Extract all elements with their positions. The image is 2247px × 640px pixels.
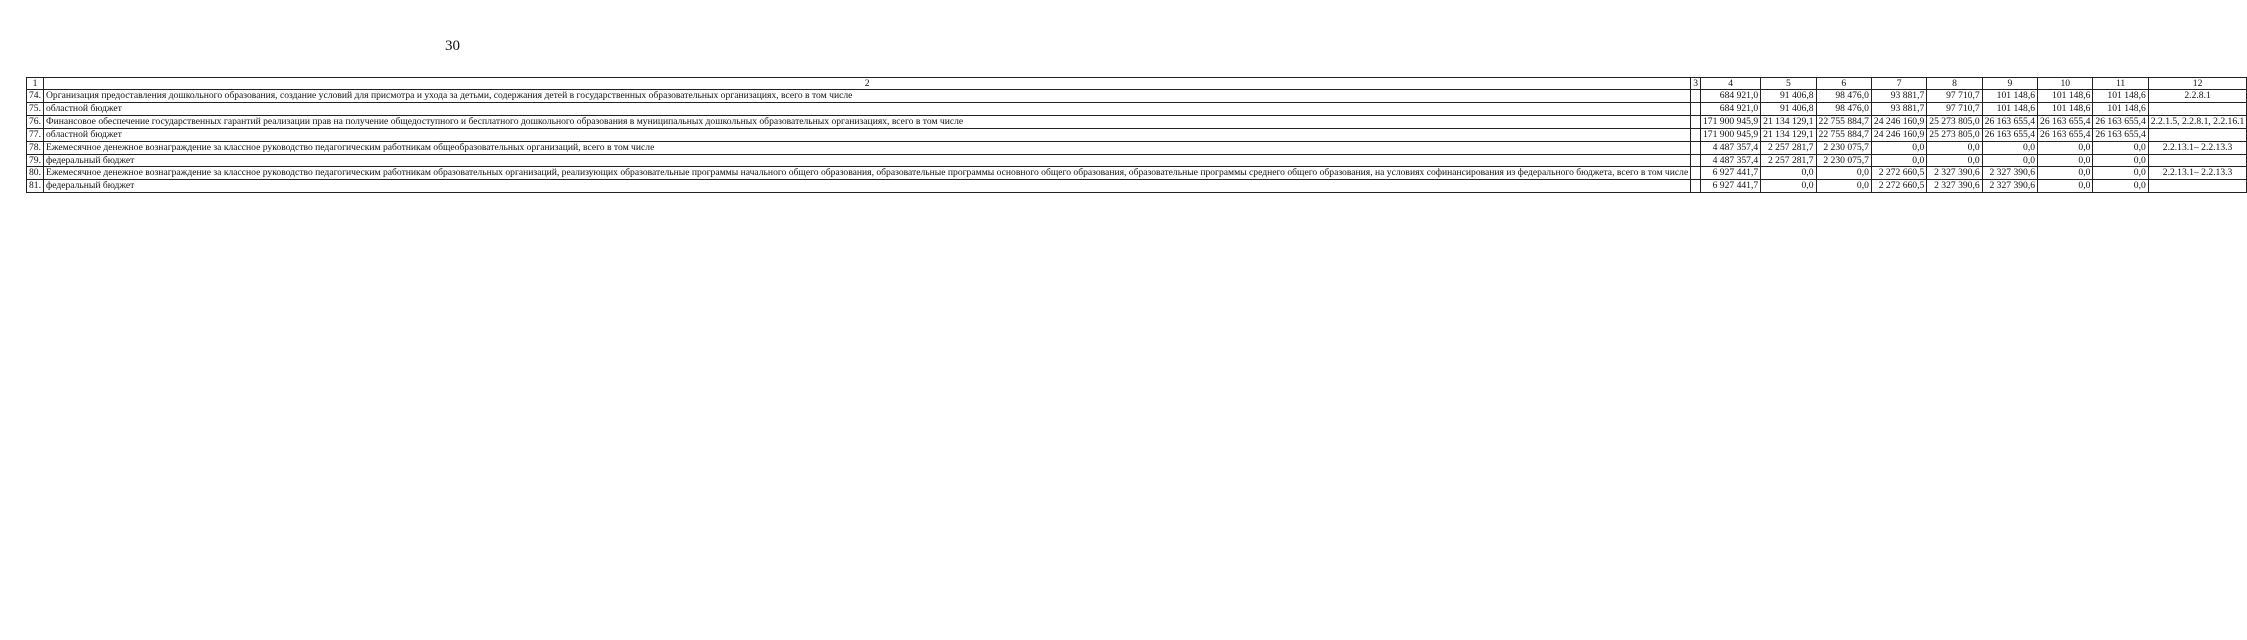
- row-number: 75.: [27, 102, 44, 115]
- value-cell: 101 148,6: [2093, 90, 2148, 103]
- value-cell: 21 134 129,1: [1761, 115, 1816, 128]
- value-cell: 2 272 660,5: [1871, 180, 1926, 193]
- row-number: 78.: [27, 141, 44, 154]
- value-cell: 26 163 655,4: [2093, 128, 2148, 141]
- value-cell: 0,0: [1927, 154, 1982, 167]
- budget-table: [26, 77, 2247, 193]
- column-header: 3: [1691, 78, 1701, 90]
- column-header: 8: [1927, 78, 1982, 90]
- value-cell: 101 148,6: [2038, 102, 2093, 115]
- value-cell: 101 148,6: [1982, 90, 2037, 103]
- value-cell: 2 257 281,7: [1761, 154, 1816, 167]
- value-cell: 93 881,7: [1871, 90, 1926, 103]
- row-reference: 2.2.1.5, 2.2.8.1, 2.2.16.1: [2148, 115, 2247, 128]
- value-cell: 0,0: [1871, 154, 1926, 167]
- column-header: 12: [2148, 78, 2247, 90]
- value-cell: 2 327 390,6: [1982, 167, 2037, 180]
- row-col3: [1691, 90, 1701, 103]
- column-header: 1: [27, 78, 44, 90]
- row-name: областной бюджет: [44, 102, 1691, 115]
- value-cell: 24 246 160,9: [1871, 128, 1926, 141]
- row-name: областной бюджет: [44, 128, 1691, 141]
- value-cell: 171 900 945,9: [1701, 128, 1761, 141]
- value-cell: 4 487 357,4: [1701, 154, 1761, 167]
- value-cell: 2 327 390,6: [1982, 180, 2037, 193]
- row-name: федеральный бюджет: [44, 180, 1691, 193]
- row-name: Организация предоставления дошкольного образования, создание условий для присмотра и ухода за детьми, содержания детей в государственных образовательных организациях, всего в том числе: [44, 90, 1691, 103]
- value-cell: 26 163 655,4: [1982, 128, 2037, 141]
- column-header: 2: [44, 78, 1691, 90]
- column-header: 9: [1982, 78, 2037, 90]
- value-cell: 6 927 441,7: [1701, 167, 1761, 180]
- value-cell: 0,0: [2038, 180, 2093, 193]
- value-cell: 2 230 075,7: [1816, 141, 1871, 154]
- value-cell: 0,0: [2093, 154, 2148, 167]
- row-reference: [2148, 128, 2247, 141]
- value-cell: 91 406,8: [1761, 102, 1816, 115]
- value-cell: 22 755 884,7: [1816, 128, 1871, 141]
- value-cell: 0,0: [1982, 141, 2037, 154]
- value-cell: 2 230 075,7: [1816, 154, 1871, 167]
- value-cell: 26 163 655,4: [2038, 115, 2093, 128]
- value-cell: 6 927 441,7: [1701, 180, 1761, 193]
- row-reference: 2.2.13.1– 2.2.13.3: [2148, 167, 2247, 180]
- value-cell: 21 134 129,1: [1761, 128, 1816, 141]
- value-cell: 101 148,6: [1982, 102, 2037, 115]
- value-cell: 4 487 357,4: [1701, 141, 1761, 154]
- table-body: [27, 90, 2247, 193]
- row-number: 81.: [27, 180, 44, 193]
- table-row: [27, 180, 2247, 193]
- value-cell: 0,0: [1761, 180, 1816, 193]
- value-cell: 22 755 884,7: [1816, 115, 1871, 128]
- row-number: 76.: [27, 115, 44, 128]
- row-col3: [1691, 180, 1701, 193]
- value-cell: 101 148,6: [2038, 90, 2093, 103]
- row-col3: [1691, 141, 1701, 154]
- row-number: 74.: [27, 90, 44, 103]
- column-header: 10: [2038, 78, 2093, 90]
- table-row: [27, 154, 2247, 167]
- value-cell: 2 327 390,6: [1927, 180, 1982, 193]
- value-cell: 25 273 805,0: [1927, 115, 1982, 128]
- value-cell: 98 476,0: [1816, 102, 1871, 115]
- value-cell: 98 476,0: [1816, 90, 1871, 103]
- row-reference: [2148, 154, 2247, 167]
- value-cell: 91 406,8: [1761, 90, 1816, 103]
- table-row: [27, 141, 2247, 154]
- value-cell: 0,0: [2038, 167, 2093, 180]
- row-col3: [1691, 167, 1701, 180]
- value-cell: 0,0: [1761, 167, 1816, 180]
- value-cell: 684 921,0: [1701, 102, 1761, 115]
- value-cell: 0,0: [2038, 154, 2093, 167]
- page-number: 30: [445, 38, 460, 54]
- row-col3: [1691, 154, 1701, 167]
- row-number: 79.: [27, 154, 44, 167]
- value-cell: 25 273 805,0: [1927, 128, 1982, 141]
- table-row: [27, 102, 2247, 115]
- value-cell: 97 710,7: [1927, 90, 1982, 103]
- column-header: 11: [2093, 78, 2148, 90]
- table-row: [27, 115, 2247, 128]
- value-cell: 0,0: [1816, 167, 1871, 180]
- row-reference: 2.2.13.1– 2.2.13.3: [2148, 141, 2247, 154]
- column-header: 7: [1871, 78, 1926, 90]
- value-cell: 0,0: [2093, 167, 2148, 180]
- value-cell: 93 881,7: [1871, 102, 1926, 115]
- value-cell: 0,0: [1871, 141, 1926, 154]
- value-cell: 0,0: [2038, 141, 2093, 154]
- value-cell: 0,0: [1982, 154, 2037, 167]
- row-reference: 2.2.8.1: [2148, 90, 2247, 103]
- value-cell: 26 163 655,4: [1982, 115, 2037, 128]
- value-cell: 101 148,6: [2093, 102, 2148, 115]
- value-cell: 0,0: [1816, 180, 1871, 193]
- column-header: 5: [1761, 78, 1816, 90]
- row-name: Финансовое обеспечение государственных гарантий реализации прав на получение общедоступного и бесплатного дошкольного образования в муниципальных дошкольных образовательных организациях, всего в том числе: [44, 115, 1691, 128]
- value-cell: 171 900 945,9: [1701, 115, 1761, 128]
- value-cell: 26 163 655,4: [2093, 115, 2148, 128]
- row-col3: [1691, 102, 1701, 115]
- value-cell: 24 246 160,9: [1871, 115, 1926, 128]
- row-name: Ежемесячное денежное вознаграждение за классное руководство педагогическим работникам общеобразовательных организаций, всего в том числе: [44, 141, 1691, 154]
- value-cell: 26 163 655,4: [2038, 128, 2093, 141]
- value-cell: 2 272 660,5: [1871, 167, 1926, 180]
- value-cell: 684 921,0: [1701, 90, 1761, 103]
- column-header: 6: [1816, 78, 1871, 90]
- value-cell: 0,0: [1927, 141, 1982, 154]
- value-cell: 2 327 390,6: [1927, 167, 1982, 180]
- value-cell: 0,0: [2093, 180, 2148, 193]
- value-cell: 97 710,7: [1927, 102, 1982, 115]
- row-reference: [2148, 102, 2247, 115]
- row-name: Ежемесячное денежное вознаграждение за классное руководство педагогическим работникам образовательных организаций, реализующих образовательные программы начального общего образования, образовательные программы основного общего образования, образовательные программы среднего общего образования, на условиях софинансирования из федерального бюджета, всего в том числе: [44, 167, 1691, 180]
- row-number: 80.: [27, 167, 44, 180]
- value-cell: 2 257 281,7: [1761, 141, 1816, 154]
- table-row: [27, 167, 2247, 180]
- column-header: 4: [1701, 78, 1761, 90]
- row-reference: [2148, 180, 2247, 193]
- row-col3: [1691, 115, 1701, 128]
- table-row: [27, 90, 2247, 103]
- table-row: [27, 128, 2247, 141]
- row-col3: [1691, 128, 1701, 141]
- row-number: 77.: [27, 128, 44, 141]
- row-name: федеральный бюджет: [44, 154, 1691, 167]
- header-row: [27, 78, 2247, 90]
- value-cell: 0,0: [2093, 141, 2148, 154]
